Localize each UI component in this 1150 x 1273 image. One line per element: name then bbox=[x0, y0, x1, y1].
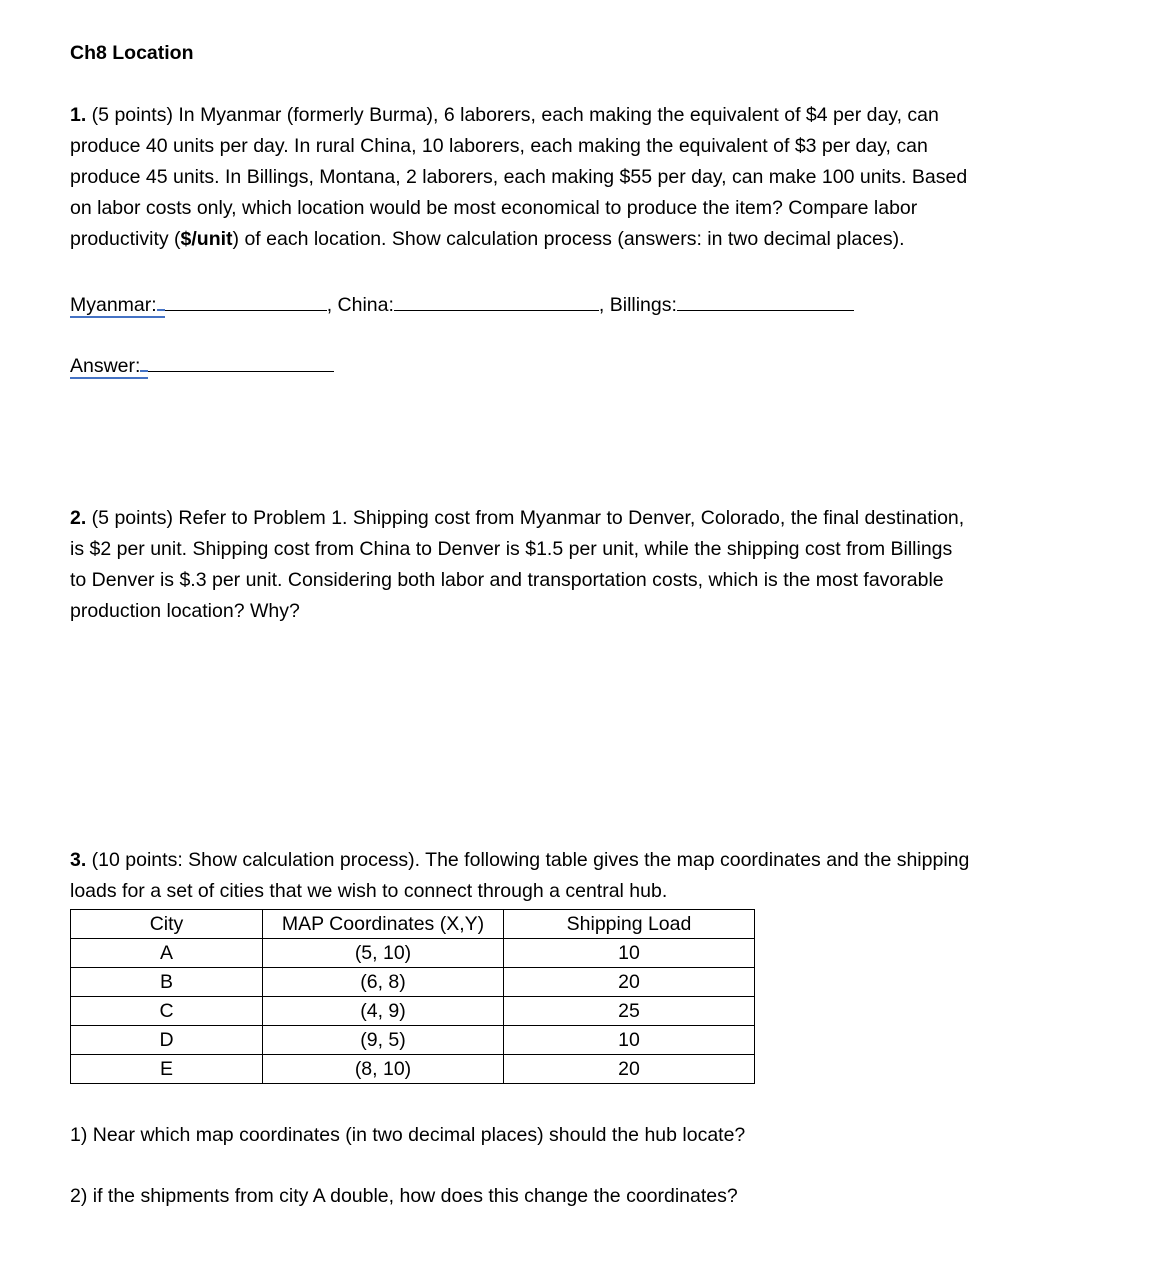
question-2-line-1: 2. (5 points) Refer to Problem 1. Shipping cost from Myanmar to Denver, Colorado, the final destination, bbox=[70, 507, 965, 529]
unit-bold: $/unit bbox=[180, 228, 233, 250]
question-1-line-4: on labor costs only, which location would be most economical to produce the item? Compare labor bbox=[70, 197, 918, 219]
table-row bbox=[71, 939, 755, 968]
cell-load: 25 bbox=[504, 997, 755, 1026]
header-coordinates: MAP Coordinates (X,Y) bbox=[263, 910, 504, 939]
china-blank[interactable] bbox=[394, 290, 599, 311]
myanmar-blank[interactable] bbox=[165, 290, 327, 311]
cell-city: D bbox=[71, 1026, 263, 1055]
city-table bbox=[70, 909, 755, 1084]
china-label: , China: bbox=[326, 294, 394, 316]
question-3-line-2: loads for a set of cities that we wish to connect through a central hub. bbox=[70, 880, 668, 902]
myanmar-label[interactable]: Myanmar: bbox=[70, 294, 165, 318]
cell-city: E bbox=[71, 1055, 263, 1084]
question-1-line-5: productivity ($/unit) of each location. Show calculation process (answers: in two decimal places). bbox=[70, 228, 905, 250]
answer-blank[interactable] bbox=[148, 351, 334, 372]
question-2-line-2: is $2 per unit. Shipping cost from China to Denver is $1.5 per unit, while the shipping cost from Billings bbox=[70, 538, 953, 560]
question-1-line-1: 1. (5 points) In Myanmar (formerly Burma), 6 laborers, each making the equivalent of $4 per day, can bbox=[70, 104, 939, 126]
billings-label: , Billings: bbox=[598, 294, 677, 316]
cell-coordinates: (4, 9) bbox=[263, 997, 504, 1026]
question-3-sub-1: 1) Near which map coordinates (in two decimal places) should the hub locate? bbox=[70, 1124, 746, 1146]
question-2 bbox=[70, 503, 1080, 627]
q1-answer-blanks bbox=[70, 290, 854, 318]
cell-load: 10 bbox=[504, 1026, 755, 1055]
question-3-line-1: 3. (10 points: Show calculation process). The following table gives the map coordinates and the shipping bbox=[70, 849, 970, 871]
cell-load: 10 bbox=[504, 939, 755, 968]
question-1-line-3: produce 45 units. In Billings, Montana, 2 laborers, each making $55 per day, can make 100 units. Based bbox=[70, 166, 968, 188]
billings-blank[interactable] bbox=[677, 290, 854, 311]
question-3 bbox=[70, 845, 1080, 907]
cell-coordinates: (5, 10) bbox=[263, 939, 504, 968]
table-row bbox=[71, 1055, 755, 1084]
question-2-line-3: to Denver is $.3 per unit. Considering both labor and transportation costs, which is the most favorable bbox=[70, 569, 944, 591]
table-row bbox=[71, 1026, 755, 1055]
question-2-number: 2. bbox=[70, 507, 87, 529]
table-row bbox=[71, 997, 755, 1026]
question-3-number: 3. bbox=[70, 849, 87, 871]
page-title: Ch8 Location bbox=[70, 42, 194, 64]
cell-city: C bbox=[71, 997, 263, 1026]
cell-coordinates: (9, 5) bbox=[263, 1026, 504, 1055]
answer-label[interactable]: Answer: bbox=[70, 355, 148, 379]
table-header-row bbox=[71, 910, 755, 939]
table-row bbox=[71, 968, 755, 997]
cell-city: A bbox=[71, 939, 263, 968]
cell-load: 20 bbox=[504, 968, 755, 997]
cell-city: B bbox=[71, 968, 263, 997]
question-1-line-2: produce 40 units per day. In rural China, 10 laborers, each making the equivalent of $3 per day, can bbox=[70, 135, 928, 157]
question-1-number: 1. bbox=[70, 104, 87, 126]
question-1 bbox=[70, 100, 1080, 255]
cell-load: 20 bbox=[504, 1055, 755, 1084]
question-3-sub-2: 2) if the shipments from city A double, how does this change the coordinates? bbox=[70, 1185, 738, 1207]
q1-final-answer bbox=[70, 351, 334, 379]
question-2-line-4: production location? Why? bbox=[70, 600, 300, 622]
header-shipping-load: Shipping Load bbox=[504, 910, 755, 939]
cell-coordinates: (8, 10) bbox=[263, 1055, 504, 1084]
header-city: City bbox=[71, 910, 263, 939]
cell-coordinates: (6, 8) bbox=[263, 968, 504, 997]
